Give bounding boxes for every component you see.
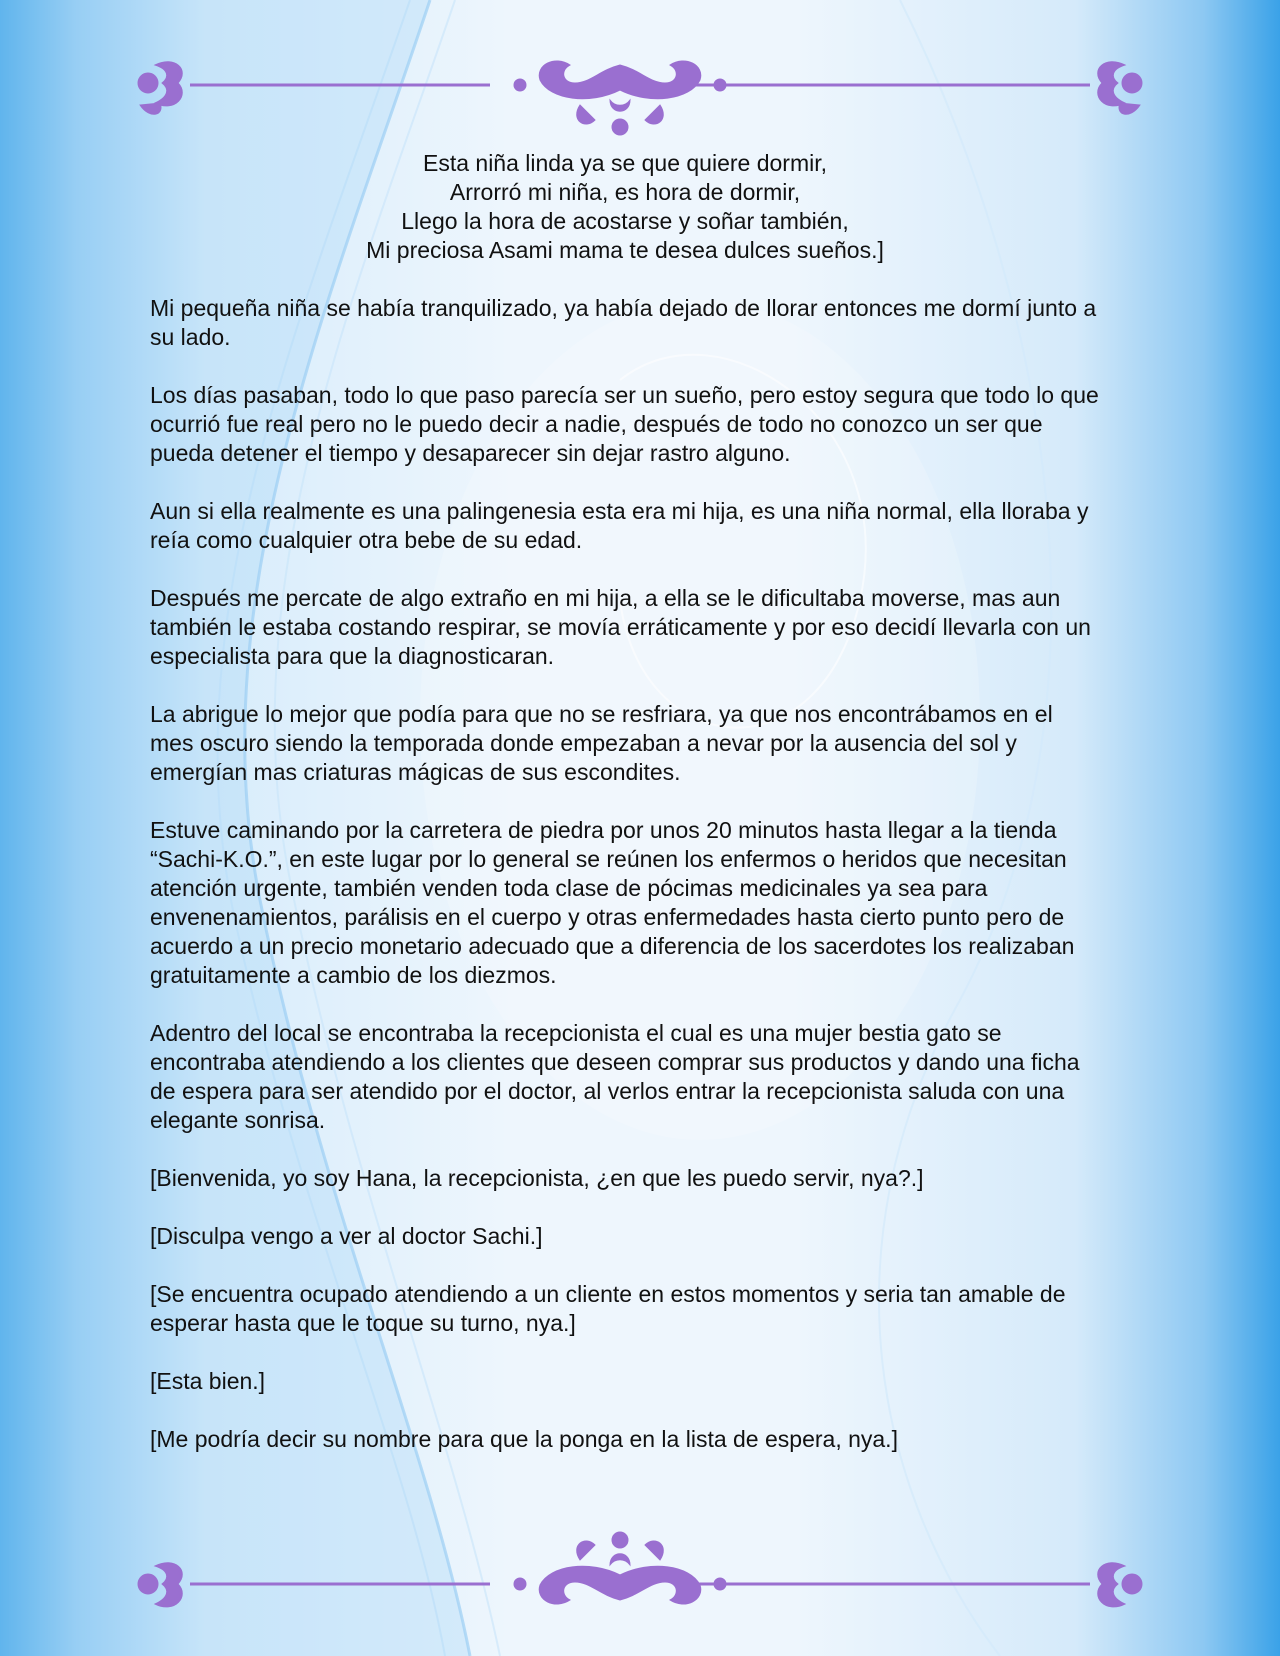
- dialogue-line: [Me podría decir su nombre para que la ponga en la lista de espera, nya.]: [150, 1426, 898, 1452]
- dialogue-line: [Esta bien.]: [150, 1368, 266, 1394]
- paragraph: Los días pasaban, todo lo que paso parecía ser un sueño, pero estoy segura que todo lo que ocurrió fue real pero no le puedo decir a nadie, después de todo no conozco un ser que pueda detener el tiempo y desaparecer sin dejar rastro alguno.: [150, 382, 1099, 466]
- poem-line: Esta niña linda ya se que quiere dormir,: [422, 150, 828, 176]
- top-ornament-divider: [130, 45, 1150, 145]
- dialogue-line: [Disculpa vengo a ver al doctor Sachi.]: [150, 1223, 543, 1249]
- paragraph: La abrigue lo mejor que podía para que no se resfriara, ya que nos encontrábamos en el mes oscuro siendo la temporada donde empezaban a nevar por la ausencia del sol y emergían mas criaturas mágicas de sus escondites.: [150, 701, 1053, 785]
- bottom-ornament-divider: [130, 1530, 1150, 1630]
- dialogue-line: [Bienvenida, yo soy Hana, la recepcionista, ¿en que les puedo servir, nya?.]: [150, 1165, 924, 1191]
- paragraph: Después me percate de algo extraño en mi hija, a ella se le dificultaba moverse, mas aun también le estaba costando respirar, se movía erráticamente y por eso decidí llevarla con un especialista para que la diagnosticaran.: [150, 585, 1091, 669]
- paragraph: Aun si ella realmente es una palingenesia esta era mi hija, es una niña normal, ella lloraba y reía como cualquier otra bebe de su edad.: [150, 498, 1089, 553]
- poem-line: Arrorró mi niña, es hora de dormir,: [449, 179, 801, 205]
- poem-stanza: [150, 149, 1100, 265]
- paragraph: Mi pequeña niña se había tranquilizado, ya había dejado de llorar entonces me dormí junto a su lado.: [150, 295, 1097, 350]
- paragraph: Adentro del local se encontraba la recepcionista el cual es una mujer bestia gato se encontraba atendiendo a los clientes que deseen comprar sus productos y dando una ficha de espera para ser atendido por el doctor, al verlos entrar la recepcionista saluda con una elegante sonrisa.: [150, 1020, 1080, 1133]
- paragraph: Estuve caminando por la carretera de piedra por unos 20 minutos hasta llegar a la tienda “Sachi-K.O.”, en este lugar por lo general se reúnen los enfermos o heridos que necesitan atención urgente, también venden toda clase de pócimas medicinales ya sea para envenenamientos, parálisis en el cuerpo y otras enfermedades hasta cierto punto pero de acuerdo a un precio monetario adecuado que a diferencia de los sacerdotes los realizaban gratuitamente a cambio de los diezmos.: [150, 817, 1075, 988]
- dialogue-line: [Se encuentra ocupado atendiendo a un cliente en estos momentos y seria tan amable de esperar hasta que le toque su turno, nya.]: [150, 1281, 1066, 1336]
- poem-line: Mi preciosa Asami mama te desea dulces sueños.]: [366, 237, 884, 263]
- document-body: [150, 149, 1100, 1483]
- poem-line: Llego la hora de acostarse y soñar también,: [401, 208, 849, 234]
